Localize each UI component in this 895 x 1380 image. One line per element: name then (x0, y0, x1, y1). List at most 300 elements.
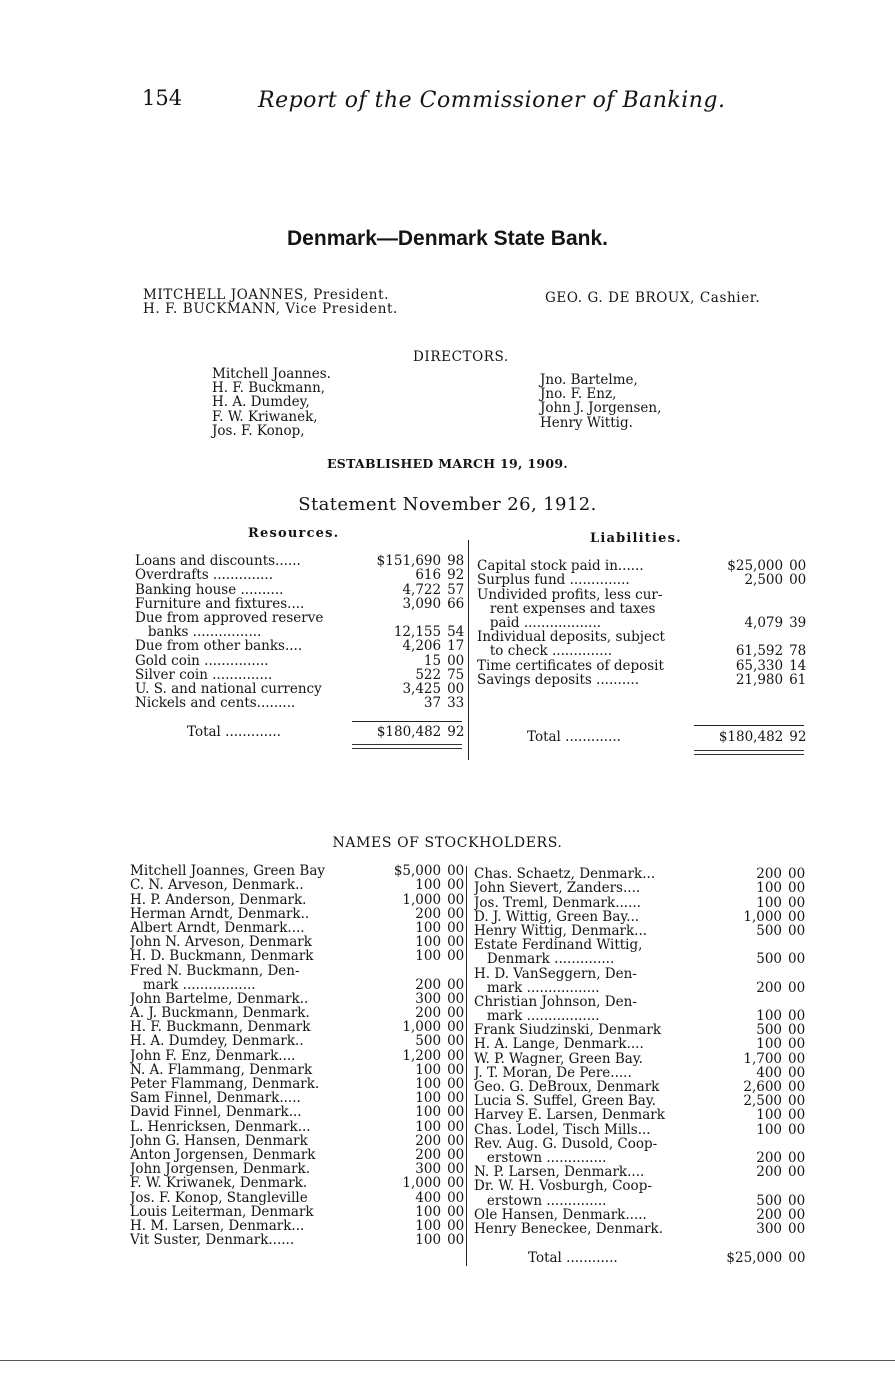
dollars-value: 100 (415, 1104, 442, 1121)
dollars-value: 100 (415, 1118, 442, 1135)
table-row (135, 625, 465, 639)
running-title: Report of the Commissioner of Banking. (258, 88, 726, 113)
page-bottom-rule (0, 1360, 895, 1361)
line-label: Louis Leiterman, Denmark (130, 1204, 314, 1219)
dollars-value: 200 (415, 1005, 442, 1022)
liabilities-heading: Liabilities. (590, 531, 682, 546)
cents-value: 00 (788, 866, 806, 883)
line-label: N. A. Flammang, Denmark (130, 1062, 313, 1077)
line-label: Savings deposits .......... (477, 672, 639, 687)
cents-value: 54 (447, 624, 465, 641)
dollars-value (692, 995, 788, 1009)
total-row (135, 725, 465, 739)
cents-value: 00 (788, 908, 806, 925)
total-label: Total ............ (528, 1251, 618, 1266)
table-row (130, 1091, 465, 1105)
total-row (474, 1251, 806, 1265)
resources-total-rule (352, 721, 462, 722)
table-row (477, 559, 807, 573)
total-label: Total ............. (527, 730, 621, 745)
director-name: H. A. Dumdey, (212, 394, 310, 411)
line-label: Henry Beneckee, Denmark. (474, 1221, 664, 1236)
table-row (474, 952, 806, 966)
table-row (474, 1108, 806, 1122)
line-label: Christian Johnson, Den- (474, 994, 637, 1009)
dollars-value: 200 (415, 1132, 442, 1149)
cents-value: 00 (788, 1064, 806, 1081)
cents-value: 00 (447, 1061, 465, 1078)
director-name: John J. Jorgensen, (540, 400, 662, 417)
dollars-value: 65,330 (735, 657, 784, 674)
total-dollars: $180,482 (718, 729, 784, 746)
total-cents: 92 (447, 724, 465, 741)
table-row (130, 992, 465, 1006)
line-label: L. Henricksen, Denmark... (130, 1119, 311, 1134)
cents-value: 00 (447, 976, 465, 993)
cents-value: 00 (447, 1019, 465, 1036)
table-row (477, 630, 807, 644)
table-row (474, 895, 806, 909)
dollars-value: 100 (415, 1061, 442, 1078)
dollars-value: 500 (756, 951, 783, 968)
dollars-value (692, 938, 788, 952)
line-label: Dr. W. H. Vosburgh, Coop- (474, 1179, 652, 1194)
dollars-value (689, 602, 789, 616)
table-row (474, 1094, 806, 1108)
line-label: N. P. Larsen, Denmark.... (474, 1164, 645, 1180)
table-row (135, 554, 465, 568)
cents-value: 00 (788, 1050, 806, 1067)
line-label: mark ................. (474, 1008, 600, 1024)
cents-value: 00 (788, 1093, 806, 1110)
line-label: Albert Arndt, Denmark.... (130, 920, 305, 935)
cents-value (447, 963, 465, 977)
table-row (474, 981, 806, 995)
dollars-value: $5,000 (393, 863, 442, 880)
line-label: Furniture and fixtures.... (135, 596, 305, 611)
bank-title: Denmark—Denmark State Bank. (287, 227, 608, 250)
line-label: Overdrafts .............. (135, 568, 273, 583)
line-label: Due from other banks.... (135, 639, 303, 654)
table-row (477, 658, 807, 672)
dollars-value: 500 (756, 922, 783, 939)
liabilities-double-rule (694, 750, 804, 755)
table-row (477, 616, 807, 630)
cents-value: 98 (447, 553, 465, 570)
total-cents: 92 (789, 729, 807, 746)
line-label: U. S. and national currency (135, 681, 322, 696)
table-row (477, 644, 807, 658)
cents-value (447, 611, 465, 625)
line-label: A. J. Buckmann, Denmark. (130, 1005, 310, 1021)
stockholders-right-table (474, 867, 806, 1236)
table-row (474, 1009, 806, 1023)
cents-value: 00 (447, 934, 465, 951)
stockholders-divider (466, 866, 467, 1266)
liabilities-total-rule (694, 725, 804, 726)
table-row (130, 864, 465, 878)
table-row (130, 1134, 465, 1148)
dollars-value: 200 (756, 1149, 783, 1166)
table-row (474, 867, 806, 881)
established-line: ESTABLISHED MARCH 19, 1909. (326, 456, 568, 471)
dollars-value: 2,500 (744, 572, 784, 589)
line-label: John G. Hansen, Denmark (130, 1133, 308, 1148)
line-label: mark ................. (474, 980, 600, 995)
line-label: D. J. Wittig, Green Bay... (474, 909, 640, 924)
line-label: H. D. Buckmann, Denmark (130, 949, 314, 964)
line-label: Loans and discounts...... (135, 554, 301, 569)
line-label: Lucia S. Suffel, Green Bay. (474, 1094, 656, 1109)
directors-left-list (212, 367, 331, 438)
president-line: MITCHELL JOANNES, President. (143, 287, 390, 303)
dollars-value (346, 611, 447, 625)
cents-value: 66 (447, 595, 465, 612)
director-name: Jos. F. Konop, (212, 422, 305, 439)
cents-value: 00 (788, 1008, 806, 1025)
table-row (474, 1023, 806, 1037)
dollars-value: 200 (756, 979, 783, 996)
table-row (130, 921, 465, 935)
line-label: Time certificates of deposit (477, 658, 664, 673)
line-label: Silver coin .............. (135, 667, 273, 682)
cents-value (788, 1179, 806, 1193)
cents-value: 00 (788, 1121, 806, 1138)
cents-value: 00 (788, 1220, 806, 1237)
stockholders-total-table (474, 1251, 806, 1265)
cents-value: 00 (447, 1189, 465, 1206)
table-row (130, 1006, 465, 1020)
table-row (130, 1190, 465, 1204)
table-row (474, 881, 806, 895)
dollars-value (689, 630, 789, 644)
cents-value: 00 (788, 1022, 806, 1039)
director-name: Henry Wittig. (540, 414, 633, 431)
resources-table (135, 554, 465, 710)
line-label: Undivided profits, less cur- (477, 587, 663, 602)
cents-value (789, 602, 807, 616)
line-label: Jos. F. Konop, Stangleville (130, 1190, 308, 1205)
dollars-value: 100 (415, 1090, 442, 1107)
table-row (135, 597, 465, 611)
table-row (474, 910, 806, 924)
table-row (130, 1233, 465, 1247)
cents-value: 00 (788, 1164, 806, 1181)
line-label: Due from approved reserve (135, 610, 324, 625)
cents-value: 33 (447, 695, 465, 712)
line-label: Mitchell Joannes, Green Bay (130, 864, 326, 879)
table-row (135, 668, 465, 682)
statement-title: Statement November 26, 1912. (298, 494, 597, 515)
table-row (474, 1193, 806, 1207)
line-label: Surplus fund .............. (477, 573, 630, 588)
line-label: W. P. Wagner, Green Bay. (474, 1051, 643, 1066)
cents-value: 39 (789, 614, 807, 631)
cents-value: 00 (447, 919, 465, 936)
table-row (474, 995, 806, 1009)
line-label: Peter Flammang, Denmark. (130, 1076, 320, 1091)
table-row (130, 1205, 465, 1219)
table-row (474, 1051, 806, 1065)
cents-value: 57 (447, 581, 465, 598)
line-label: John Sievert, Zanders.... (474, 881, 641, 896)
dollars-value: 100 (756, 1036, 783, 1053)
line-label: rent expenses and taxes (477, 601, 656, 616)
cents-value: 00 (788, 979, 806, 996)
line-label: Denmark .............. (474, 952, 615, 967)
cents-value: 00 (788, 1206, 806, 1223)
total-dollars: $180,482 (376, 724, 442, 741)
table-row (477, 602, 807, 616)
cents-value: 00 (447, 1047, 465, 1064)
line-label: Chas. Lodel, Tisch Mills... (474, 1122, 651, 1137)
cents-value: 00 (447, 905, 465, 922)
stockholders-left-table (130, 864, 465, 1247)
table-row (130, 878, 465, 892)
table-row (130, 1063, 465, 1077)
line-label: Henry Wittig, Denmark... (474, 923, 648, 938)
dollars-value: 200 (415, 1146, 442, 1163)
dollars-value: 522 (415, 666, 442, 683)
dollars-value: 1,000 (402, 1019, 442, 1036)
cents-value: 00 (447, 891, 465, 908)
line-label: Individual deposits, subject (477, 629, 665, 645)
cents-value: 00 (447, 1146, 465, 1163)
line-label: Geo. G. DeBroux, Denmark (474, 1079, 660, 1094)
line-label: Vit Suster, Denmark...... (130, 1232, 295, 1248)
table-row (474, 938, 806, 952)
total-dollars: $25,000 (726, 1250, 783, 1267)
table-row (474, 1122, 806, 1136)
line-label: C. N. Arveson, Denmark.. (130, 878, 304, 893)
cents-value: 00 (788, 1149, 806, 1166)
dollars-value: 100 (756, 1121, 783, 1138)
dollars-value: 4,722 (402, 581, 442, 598)
line-label: H. M. Larsen, Denmark... (130, 1218, 305, 1233)
line-label: Harvey E. Larsen, Denmark (474, 1108, 665, 1123)
cents-value: 00 (447, 990, 465, 1007)
dollars-value: 2,500 (743, 1093, 783, 1110)
dollars-value (692, 1179, 788, 1193)
dollars-value: 100 (756, 1008, 783, 1025)
cents-value: 00 (447, 680, 465, 697)
cents-value (789, 587, 807, 601)
table-row (474, 1179, 806, 1193)
dollars-value: 15 (423, 652, 442, 669)
statement-divider (468, 540, 469, 760)
cents-value: 00 (788, 1192, 806, 1209)
line-label: H. A. Dumdey, Denmark.. (130, 1034, 304, 1049)
resources-heading: Resources. (248, 526, 340, 541)
dollars-value: 100 (756, 1107, 783, 1124)
table-row (135, 696, 465, 710)
dollars-value: 1,000 (402, 1175, 442, 1192)
dollars-value: 300 (415, 1161, 442, 1178)
line-label: Jos. Treml, Denmark...... (474, 895, 641, 910)
table-row (130, 978, 465, 992)
table-row (130, 1219, 465, 1233)
dollars-value: 37 (423, 695, 442, 712)
cents-value: 00 (447, 652, 465, 669)
table-row (130, 1162, 465, 1176)
dollars-value: 100 (756, 894, 783, 911)
cents-value (788, 938, 806, 952)
cents-value: 00 (788, 951, 806, 968)
table-row (135, 582, 465, 596)
vice-president-line: H. F. BUCKMANN, Vice President. (143, 301, 398, 317)
directors-right-list (540, 373, 661, 430)
table-row (130, 892, 465, 906)
dollars-value (354, 963, 447, 977)
cents-value: 00 (447, 1104, 465, 1121)
line-label: F. W. Kriwanek, Denmark. (130, 1176, 308, 1191)
table-row (474, 1080, 806, 1094)
dollars-value (689, 587, 789, 601)
dollars-value: 100 (415, 1203, 442, 1220)
line-label: erstown .............. (474, 1150, 607, 1165)
cents-value: 00 (788, 1079, 806, 1095)
liabilities-table (477, 559, 807, 687)
director-name: F. W. Kriwanek, (212, 408, 318, 425)
dollars-value: 300 (415, 990, 442, 1007)
cents-value: 00 (447, 1118, 465, 1135)
resources-double-rule (352, 744, 462, 749)
cents-value (788, 995, 806, 1009)
table-row (474, 1037, 806, 1051)
line-label: Chas. Schaetz, Denmark... (474, 867, 656, 882)
dollars-value: 1,000 (743, 908, 783, 925)
table-row (474, 966, 806, 980)
dollars-value: 2,600 (743, 1079, 783, 1095)
table-row (477, 673, 807, 687)
table-row (477, 573, 807, 587)
dollars-value: 200 (756, 866, 783, 883)
dollars-value: 500 (415, 1033, 442, 1050)
line-label: Sam Finnel, Denmark..... (130, 1091, 301, 1106)
table-row (130, 1119, 465, 1133)
cents-value: 17 (447, 638, 465, 655)
dollars-value: 200 (756, 1164, 783, 1181)
line-label: paid .................. (477, 615, 602, 630)
line-label: Anton Jorgensen, Denmark (130, 1147, 316, 1162)
table-row (130, 935, 465, 949)
dollars-value: 1,000 (402, 891, 442, 908)
line-label: to check .............. (477, 644, 613, 659)
table-row (474, 1137, 806, 1151)
cents-value: 00 (447, 1203, 465, 1220)
table-row (135, 639, 465, 653)
directors-heading: DIRECTORS. (413, 349, 509, 365)
dollars-value: 616 (415, 567, 442, 584)
line-label: H. P. Anderson, Denmark. (130, 892, 307, 907)
dollars-value: 400 (415, 1189, 442, 1206)
line-label: Herman Arndt, Denmark.. (130, 906, 310, 921)
table-row (130, 1034, 465, 1048)
dollars-value: 100 (415, 1076, 442, 1092)
dollars-value: 21,980 (735, 671, 784, 688)
dollars-value: 200 (415, 976, 442, 993)
dollars-value: 300 (756, 1220, 783, 1237)
dollars-value: $25,000 (727, 558, 784, 575)
table-row (135, 682, 465, 696)
table-row (130, 907, 465, 921)
cents-value: 00 (788, 922, 806, 939)
cents-value: 00 (447, 1033, 465, 1050)
dollars-value: 400 (756, 1064, 783, 1081)
table-row (130, 1048, 465, 1062)
director-name: H. F. Buckmann, (212, 380, 326, 397)
cents-value: 61 (789, 671, 807, 688)
cents-value: 00 (789, 558, 807, 575)
dollars-value: 3,090 (402, 595, 442, 612)
dollars-value: 100 (415, 1232, 442, 1249)
cents-value (788, 966, 806, 980)
total-cents: 00 (788, 1250, 806, 1267)
cents-value: 00 (447, 1132, 465, 1149)
cents-value: 00 (788, 894, 806, 911)
director-name: Jno. F. Enz, (540, 386, 617, 403)
line-label: John Bartelme, Denmark.. (130, 991, 309, 1006)
table-row (130, 1176, 465, 1190)
dollars-value: 1,700 (743, 1050, 783, 1067)
dollars-value: 200 (415, 905, 442, 922)
dollars-value: $151,690 (376, 553, 442, 570)
table-row (130, 1020, 465, 1034)
dollars-value (692, 966, 788, 980)
line-label: H. A. Lange, Denmark.... (474, 1037, 644, 1052)
line-label: J. T. Moran, De Pere..... (474, 1065, 632, 1080)
resources-total-table (135, 725, 465, 739)
table-row (474, 1151, 806, 1165)
dollars-value: 500 (756, 1022, 783, 1039)
line-label: H. F. Buckmann, Denmark (130, 1020, 311, 1035)
table-row (130, 1077, 465, 1091)
line-label: banks ................ (135, 624, 262, 640)
line-label: mark ................. (130, 977, 256, 992)
line-label: John F. Enz, Denmark.... (130, 1048, 296, 1063)
table-row (474, 1222, 806, 1236)
cents-value: 00 (788, 880, 806, 897)
line-label: John Jorgensen, Denmark. (130, 1161, 311, 1177)
cents-value: 00 (447, 1161, 465, 1178)
cents-value: 00 (789, 572, 807, 589)
cents-value: 00 (447, 1232, 465, 1249)
line-label: H. D. VanSeggern, Den- (474, 966, 637, 981)
table-row (474, 1066, 806, 1080)
line-label: Frank Siudzinski, Denmark (474, 1023, 662, 1038)
cents-value: 00 (788, 1036, 806, 1053)
dollars-value: 100 (756, 880, 783, 897)
line-label: Nickels and cents......... (135, 695, 296, 711)
dollars-value: 4,206 (402, 638, 442, 655)
line-label: Fred N. Buckmann, Den- (130, 963, 300, 978)
line-label: Ole Hansen, Denmark..... (474, 1207, 647, 1222)
table-row (130, 1105, 465, 1119)
line-label: Rev. Aug. G. Dusold, Coop- (474, 1136, 658, 1151)
dollars-value: 4,079 (744, 614, 784, 631)
dollars-value: 1,200 (402, 1047, 442, 1064)
total-row (477, 730, 807, 744)
cents-value: 00 (447, 1217, 465, 1234)
dollars-value: 100 (415, 1217, 442, 1234)
cents-value: 78 (789, 643, 807, 660)
cents-value: 92 (447, 567, 465, 584)
cents-value: 00 (447, 1005, 465, 1022)
table-row (474, 1208, 806, 1222)
table-row (474, 1165, 806, 1179)
line-label: Capital stock paid in...... (477, 559, 644, 574)
line-label: Banking house .......... (135, 582, 284, 597)
